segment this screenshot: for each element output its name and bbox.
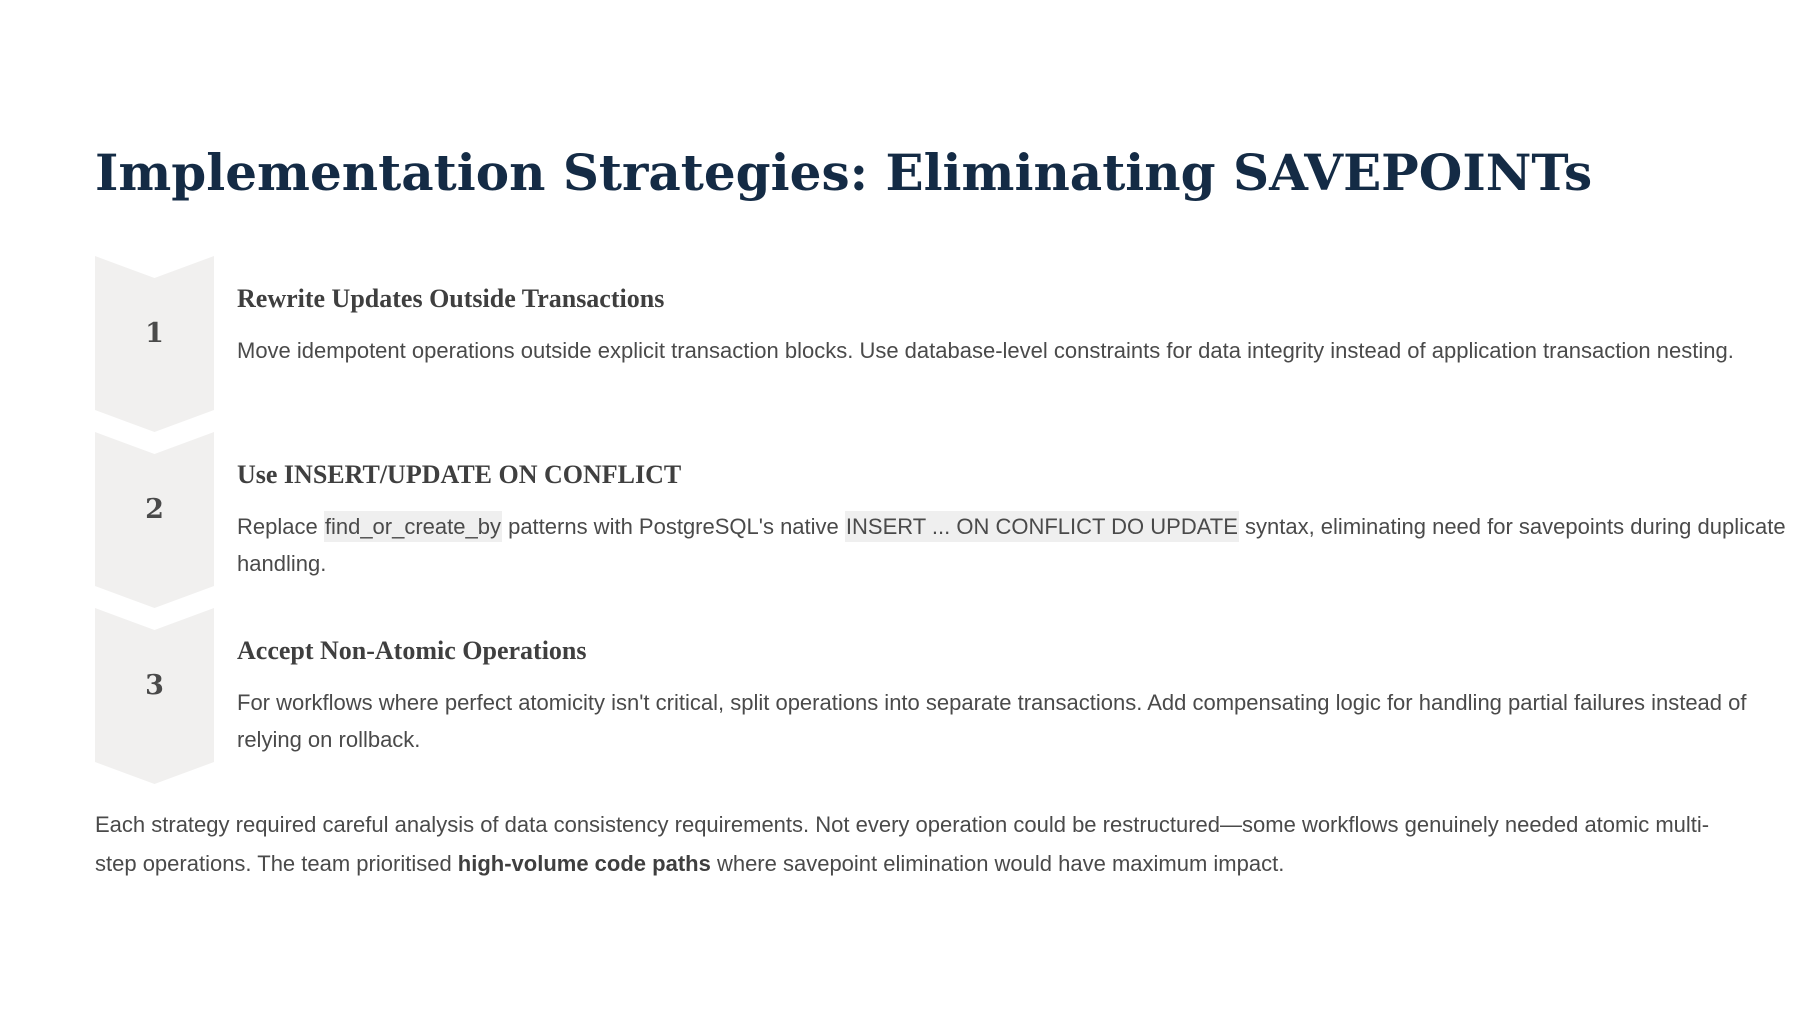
step-description: Move idempotent operations outside explicit transaction blocks. Use database-level constraints for data integrity instead of application transaction nesting. bbox=[237, 338, 1734, 363]
step-number: 2 bbox=[145, 494, 164, 525]
description-text: Replace bbox=[237, 514, 324, 539]
step-title: Rewrite Updates Outside Transactions bbox=[237, 284, 665, 313]
step-number: 3 bbox=[145, 670, 164, 701]
step-title: Accept Non-Atomic Operations bbox=[237, 636, 587, 665]
summary-paragraph bbox=[95, 805, 1725, 883]
step-description bbox=[237, 508, 1800, 582]
step-description: For workflows where perfect atomicity isn't critical, split operations into separate transactions. Add compensating logic for handling partial failures instead of relying on rollback. bbox=[237, 690, 1747, 752]
page-title: Implementation Strategies: Eliminating SAVEPOINTs bbox=[95, 143, 1593, 202]
strategy-list bbox=[95, 256, 1786, 784]
summary-text: Each strategy required careful analysis of data consistency requirements. Not every operation could be restructured—some workflows genuinely needed atomic multi-step operations. The team prioritised bbox=[95, 812, 1710, 876]
summary-emphasis: high-volume code paths bbox=[457, 851, 711, 876]
strategy-step-2 bbox=[95, 432, 1786, 608]
description-text: syntax, eliminating need for savepoints during duplicate handling. bbox=[237, 514, 1786, 576]
strategy-step-3 bbox=[95, 608, 1747, 784]
step-number: 1 bbox=[145, 318, 164, 349]
strategy-step-1 bbox=[95, 256, 1734, 432]
description-text: patterns with PostgreSQL's native bbox=[501, 514, 845, 539]
inline-code: INSERT ... ON CONFLICT DO UPDATE bbox=[845, 511, 1239, 542]
inline-code: find_or_create_by bbox=[324, 511, 502, 542]
summary-text: where savepoint elimination would have maximum impact. bbox=[710, 851, 1285, 876]
step-title: Use INSERT/UPDATE ON CONFLICT bbox=[237, 460, 682, 489]
